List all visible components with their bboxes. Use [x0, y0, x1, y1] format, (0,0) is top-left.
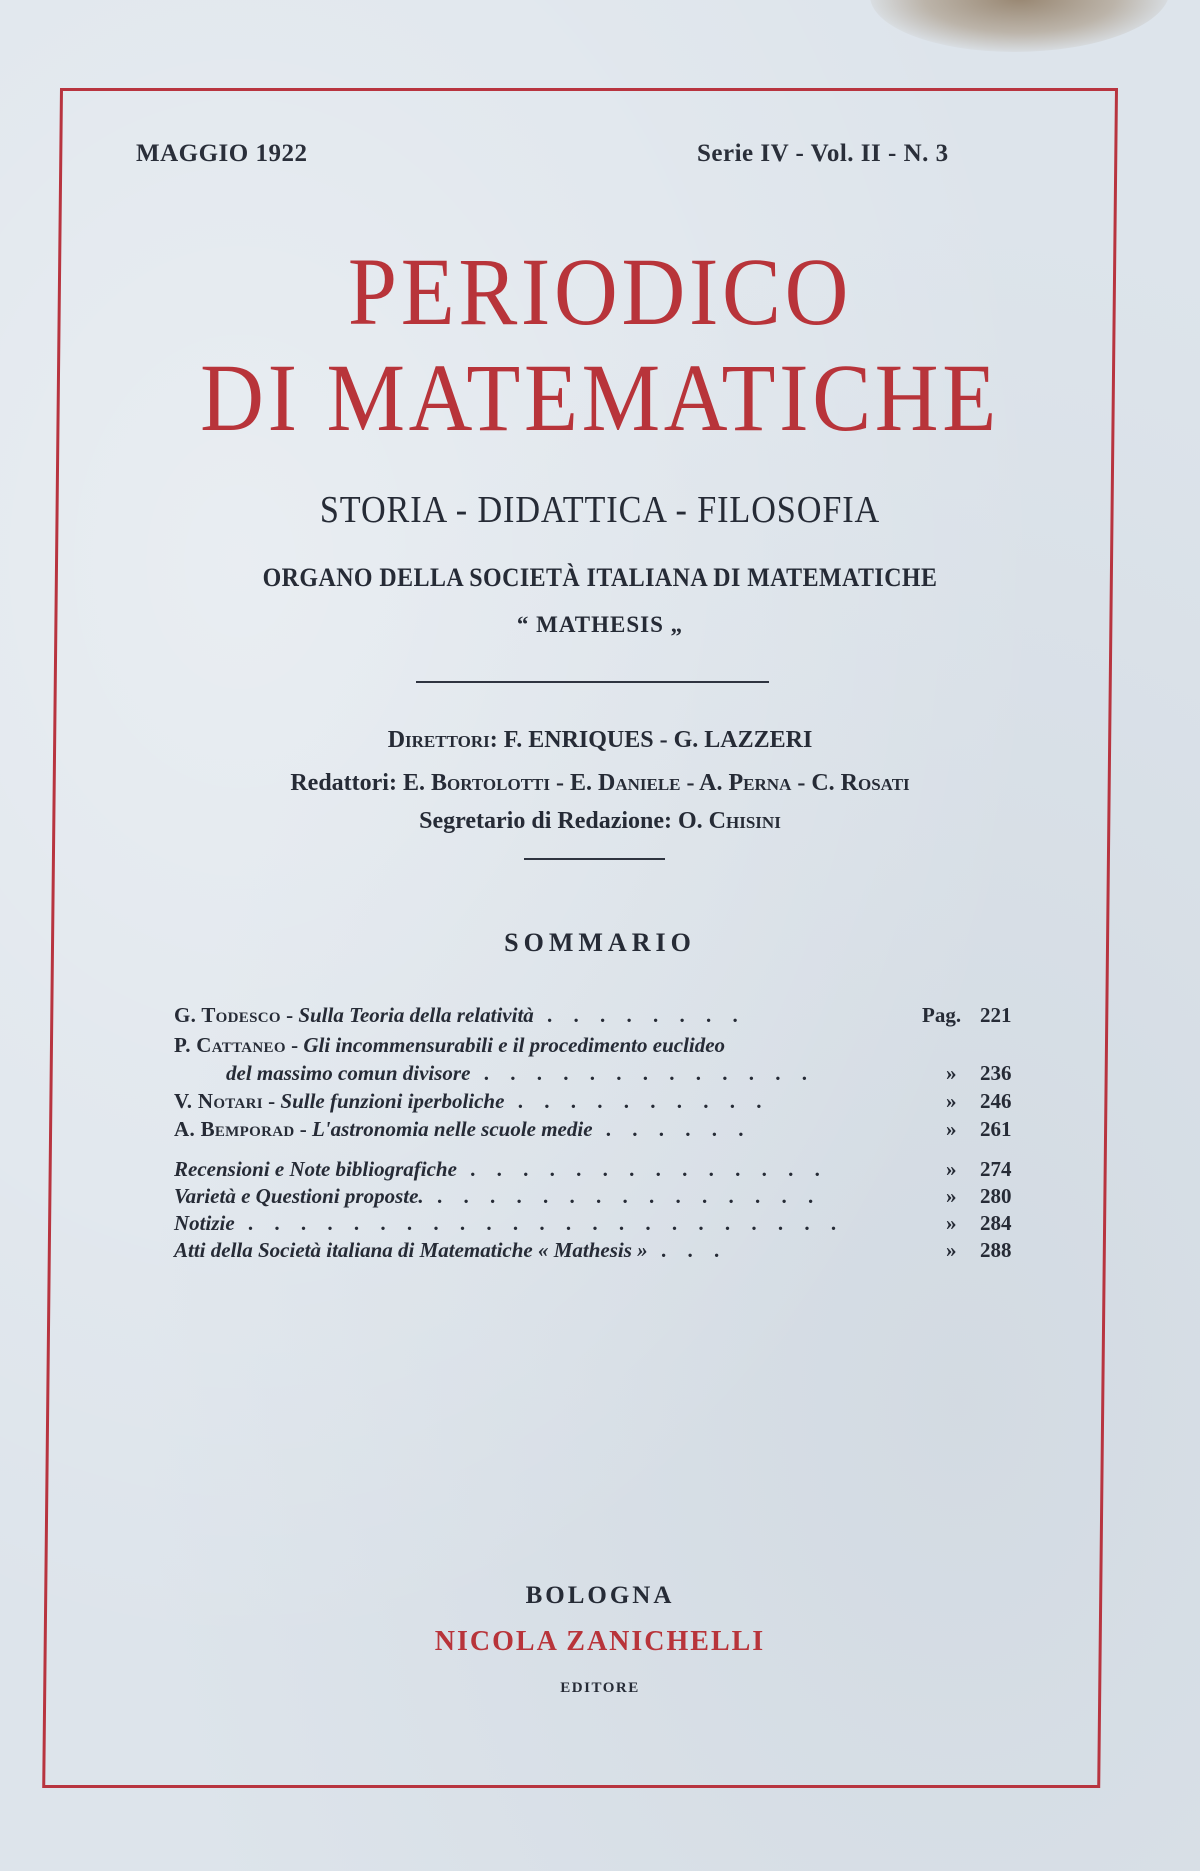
toc-page: 280 — [980, 1184, 1012, 1208]
journal-title-line1: PERIODICO — [347, 238, 853, 345]
journal-title-line2: DI MATEMATICHE — [200, 344, 1000, 451]
directors-label: Direttori — [387, 727, 490, 753]
editors-names: E. Bortolotti - E. Daniele - A. Perna - C. Rosati — [402, 770, 910, 796]
page-label: Pag. — [922, 1003, 962, 1027]
toc-author: P. Cattaneo — [174, 1033, 286, 1057]
imprint-city: BOLOGNA — [525, 1582, 675, 1609]
paper-stain — [870, 0, 1170, 52]
ditto-mark: » — [946, 1089, 957, 1113]
issue-date: MAGGIO 1922 — [136, 140, 308, 167]
toc-title: Notizie — [174, 1211, 235, 1235]
toc-entry: Recensioni e Note bibliografiche . . . . . . . . . . . . . . » 274 — [174, 1157, 1012, 1181]
divider-rule-short — [524, 858, 665, 860]
toc-page: 236 — [980, 1061, 1012, 1085]
secretary-line: Segretario di Redazione: O. Chisini — [419, 808, 781, 834]
toc-title: Varietà e Questioni proposte. — [174, 1184, 424, 1208]
toc-entry: P. Cattaneo - Gli incommensurabili e il procedimento euclideo — [174, 1033, 726, 1057]
toc-title: L'astronomia nelle scuole medie — [311, 1117, 593, 1141]
toc-page: 261 — [980, 1117, 1012, 1141]
toc-page: 274 — [980, 1157, 1012, 1181]
secretary-name: O. Chisini — [678, 808, 781, 834]
journal-subtitle: STORIA - DIDATTICA - FILOSOFIA — [319, 489, 881, 531]
toc-author: G. Todesco — [174, 1003, 281, 1027]
toc-entry: G. Todesco - Sulla Teoria della relatività . . . . . . . . Pag. 221 — [174, 1003, 1012, 1027]
directors-line: Direttori: F. ENRIQUES - G. LAZZERI — [387, 727, 813, 753]
toc-page: 284 — [980, 1211, 1012, 1235]
toc-title-continued: del massimo comun divisore — [226, 1061, 471, 1085]
toc-page: 288 — [980, 1238, 1012, 1262]
toc-title: Sulle funzioni iperboliche — [280, 1089, 505, 1113]
organ-line: ORGANO DELLA SOCIETÀ ITALIANA DI MATEMATICHE — [262, 563, 938, 592]
ditto-mark: » — [946, 1211, 957, 1235]
ditto-mark: » — [946, 1117, 957, 1141]
ditto-mark: » — [946, 1061, 957, 1085]
divider-rule — [416, 681, 769, 683]
toc-page: 221 — [980, 1003, 1012, 1027]
toc-entry-continuation: del massimo comun divisore . . . . . . . . . . . . . » 236 — [226, 1061, 1012, 1085]
toc-title: Gli incommensurabili e il procedimento euclideo — [303, 1033, 726, 1057]
imprint-role: EDITORE — [560, 1680, 640, 1696]
toc-entry: A. Bemporad - L'astronomia nelle scuole medie . . . . . . » 261 — [174, 1117, 1012, 1141]
ditto-mark: » — [946, 1184, 957, 1208]
ditto-mark: » — [946, 1157, 957, 1181]
ditto-mark: » — [946, 1238, 957, 1262]
issue-series-volume: Serie IV - Vol. II - N. 3 — [697, 140, 949, 167]
toc-title: Atti della Società italiana di Matematiche « Mathesis » — [174, 1238, 648, 1262]
directors-names: F. ENRIQUES - G. LAZZERI — [503, 727, 813, 753]
toc-page: 246 — [980, 1089, 1012, 1113]
secretary-label: Segretario di Redazione — [419, 808, 665, 834]
mathesis-name: “ MATHESIS „ — [516, 612, 684, 637]
toc-author: V. Notari — [174, 1089, 263, 1113]
toc-title: Recensioni e Note bibliografiche — [174, 1157, 457, 1181]
imprint-publisher: NICOLA ZANICHELLI — [434, 1626, 766, 1657]
toc-author: A. Bemporad — [174, 1117, 295, 1141]
editors-label: Redattori — [290, 770, 389, 796]
editors-line: Redattori: E. Bortolotti - E. Daniele - A. Perna - C. Rosati — [290, 770, 910, 796]
toc-entry: Atti della Società italiana di Matematiche « Mathesis » . . . » 288 — [174, 1238, 1012, 1262]
toc-title: Sulla Teoria della relatività — [298, 1003, 534, 1027]
toc-entry: Varietà e Questioni proposte. . . . . . . . . . . . . . . . » 280 — [174, 1184, 1012, 1208]
toc-entry: Notizie . . . . . . . . . . . . . . . . . . . . . . . » 284 — [174, 1211, 1012, 1235]
summary-heading: SOMMARIO — [504, 928, 696, 957]
toc-entry: V. Notari - Sulle funzioni iperboliche . . . . . . . . . . » 246 — [174, 1089, 1012, 1113]
